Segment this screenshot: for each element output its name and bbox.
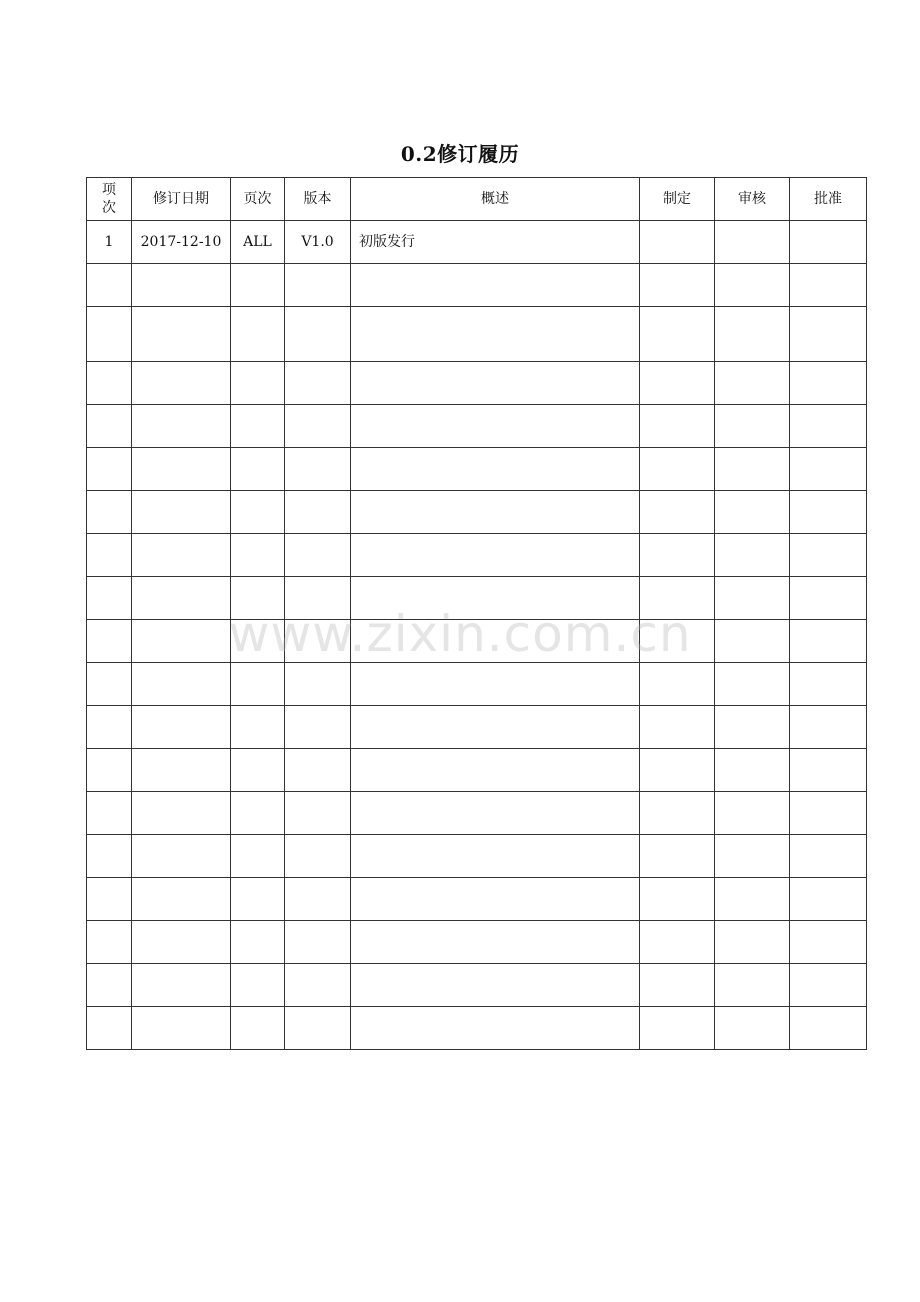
cell-prepared-by	[640, 964, 715, 1007]
cell-prepared-by	[640, 221, 715, 264]
page-title: 0.2修订履历	[400, 142, 520, 166]
cell-reviewed-by	[715, 620, 790, 663]
cell-prepared-by	[640, 405, 715, 448]
table-row	[87, 835, 867, 878]
cell-reviewed-by	[715, 405, 790, 448]
cell-reviewed-by	[715, 663, 790, 706]
cell-page	[231, 792, 285, 835]
cell-summary	[351, 491, 640, 534]
cell-summary	[351, 835, 640, 878]
cell-summary	[351, 620, 640, 663]
cell-prepared-by	[640, 362, 715, 405]
cell-prepared-by	[640, 264, 715, 307]
table-row	[87, 491, 867, 534]
cell-prepared-by	[640, 663, 715, 706]
cell-approved-by	[790, 1007, 867, 1050]
cell-prepared-by	[640, 448, 715, 491]
cell-prepared-by	[640, 792, 715, 835]
cell-item-no	[87, 448, 132, 491]
cell-revision-date	[132, 362, 231, 405]
cell-approved-by	[790, 706, 867, 749]
cell-version	[285, 749, 351, 792]
cell-approved-by	[790, 362, 867, 405]
cell-page	[231, 835, 285, 878]
cell-item-no	[87, 706, 132, 749]
cell-version	[285, 921, 351, 964]
cell-revision-date	[132, 577, 231, 620]
cell-approved-by	[790, 921, 867, 964]
cell-summary	[351, 921, 640, 964]
table-row	[87, 577, 867, 620]
cell-approved-by	[790, 264, 867, 307]
table-row	[87, 307, 867, 362]
cell-page	[231, 921, 285, 964]
cell-summary	[351, 878, 640, 921]
header-page: 页次	[231, 178, 285, 221]
cell-summary	[351, 405, 640, 448]
cell-page	[231, 1007, 285, 1050]
cell-page	[231, 362, 285, 405]
cell-revision-date	[132, 663, 231, 706]
cell-summary	[351, 749, 640, 792]
table-row	[87, 964, 867, 1007]
table-row	[87, 620, 867, 663]
cell-item-no	[87, 577, 132, 620]
cell-reviewed-by	[715, 792, 790, 835]
cell-version	[285, 792, 351, 835]
cell-page	[231, 706, 285, 749]
cell-prepared-by	[640, 307, 715, 362]
cell-page	[231, 491, 285, 534]
cell-prepared-by	[640, 620, 715, 663]
cell-revision-date	[132, 264, 231, 307]
cell-approved-by	[790, 964, 867, 1007]
cell-prepared-by	[640, 749, 715, 792]
table-row	[87, 792, 867, 835]
cell-approved-by	[790, 307, 867, 362]
cell-reviewed-by	[715, 1007, 790, 1050]
cell-prepared-by	[640, 491, 715, 534]
header-summary: 概述	[351, 178, 640, 221]
cell-item-no	[87, 921, 132, 964]
cell-version	[285, 491, 351, 534]
cell-prepared-by	[640, 921, 715, 964]
table-row	[87, 264, 867, 307]
cell-reviewed-by	[715, 221, 790, 264]
cell-revision-date	[132, 620, 231, 663]
cell-summary	[351, 706, 640, 749]
cell-summary	[351, 307, 640, 362]
table-row	[87, 534, 867, 577]
cell-revision-date	[132, 405, 231, 448]
cell-revision-date	[132, 534, 231, 577]
header-revision-date: 修订日期	[132, 178, 231, 221]
cell-version: V1.0	[285, 221, 351, 264]
cell-item-no	[87, 534, 132, 577]
cell-version	[285, 307, 351, 362]
cell-summary	[351, 792, 640, 835]
table-row	[87, 921, 867, 964]
table-row	[87, 405, 867, 448]
cell-revision-date	[132, 921, 231, 964]
cell-reviewed-by	[715, 307, 790, 362]
cell-prepared-by	[640, 577, 715, 620]
cell-version	[285, 577, 351, 620]
cell-item-no	[87, 964, 132, 1007]
cell-approved-by	[790, 792, 867, 835]
cell-approved-by	[790, 878, 867, 921]
cell-prepared-by	[640, 534, 715, 577]
table-row	[87, 878, 867, 921]
cell-version	[285, 964, 351, 1007]
cell-page	[231, 663, 285, 706]
cell-approved-by	[790, 620, 867, 663]
cell-reviewed-by	[715, 878, 790, 921]
cell-version	[285, 620, 351, 663]
table-row	[87, 1007, 867, 1050]
cell-prepared-by	[640, 706, 715, 749]
cell-page	[231, 264, 285, 307]
cell-page: ALL	[231, 221, 285, 264]
table-row	[87, 749, 867, 792]
cell-approved-by	[790, 405, 867, 448]
cell-page	[231, 307, 285, 362]
cell-reviewed-by	[715, 835, 790, 878]
cell-summary: 初版发行	[351, 221, 640, 264]
cell-summary	[351, 362, 640, 405]
cell-reviewed-by	[715, 362, 790, 405]
table-header-row	[87, 178, 867, 221]
cell-reviewed-by	[715, 921, 790, 964]
cell-item-no	[87, 307, 132, 362]
cell-summary	[351, 964, 640, 1007]
cell-summary	[351, 663, 640, 706]
cell-page	[231, 448, 285, 491]
cell-approved-by	[790, 577, 867, 620]
cell-item-no	[87, 878, 132, 921]
cell-revision-date	[132, 835, 231, 878]
cell-approved-by	[790, 534, 867, 577]
cell-reviewed-by	[715, 534, 790, 577]
table-row	[87, 448, 867, 491]
cell-item-no	[87, 264, 132, 307]
table-row	[87, 663, 867, 706]
cell-summary	[351, 264, 640, 307]
cell-approved-by	[790, 221, 867, 264]
cell-reviewed-by	[715, 264, 790, 307]
cell-revision-date: 2017-12-10	[132, 221, 231, 264]
cell-reviewed-by	[715, 749, 790, 792]
cell-prepared-by	[640, 835, 715, 878]
cell-version	[285, 663, 351, 706]
cell-revision-date	[132, 878, 231, 921]
cell-item-no	[87, 663, 132, 706]
revision-history-table	[86, 177, 867, 1050]
cell-revision-date	[132, 1007, 231, 1050]
cell-version	[285, 878, 351, 921]
cell-approved-by	[790, 491, 867, 534]
cell-revision-date	[132, 792, 231, 835]
table-row	[87, 221, 867, 264]
cell-item-no	[87, 491, 132, 534]
cell-version	[285, 405, 351, 448]
cell-item-no	[87, 1007, 132, 1050]
cell-revision-date	[132, 307, 231, 362]
cell-approved-by	[790, 749, 867, 792]
cell-version	[285, 706, 351, 749]
cell-summary	[351, 577, 640, 620]
cell-item-no	[87, 749, 132, 792]
cell-prepared-by	[640, 878, 715, 921]
cell-item-no: 1	[87, 221, 132, 264]
cell-item-no	[87, 405, 132, 448]
cell-item-no	[87, 620, 132, 663]
header-prepared-by: 制定	[640, 178, 715, 221]
cell-version	[285, 448, 351, 491]
cell-summary	[351, 448, 640, 491]
cell-summary	[351, 1007, 640, 1050]
cell-page	[231, 620, 285, 663]
table-row	[87, 706, 867, 749]
cell-page	[231, 749, 285, 792]
cell-approved-by	[790, 835, 867, 878]
cell-version	[285, 534, 351, 577]
cell-revision-date	[132, 448, 231, 491]
cell-item-no	[87, 835, 132, 878]
cell-version	[285, 835, 351, 878]
cell-page	[231, 534, 285, 577]
cell-reviewed-by	[715, 706, 790, 749]
cell-prepared-by	[640, 1007, 715, 1050]
cell-page	[231, 878, 285, 921]
cell-version	[285, 264, 351, 307]
cell-revision-date	[132, 491, 231, 534]
header-reviewed-by: 审核	[715, 178, 790, 221]
cell-item-no	[87, 362, 132, 405]
cell-revision-date	[132, 706, 231, 749]
cell-page	[231, 577, 285, 620]
cell-approved-by	[790, 448, 867, 491]
table-row	[87, 362, 867, 405]
cell-page	[231, 964, 285, 1007]
header-item-no: 项次	[87, 178, 132, 221]
cell-item-no	[87, 792, 132, 835]
cell-approved-by	[790, 663, 867, 706]
cell-revision-date	[132, 749, 231, 792]
header-version: 版本	[285, 178, 351, 221]
cell-reviewed-by	[715, 491, 790, 534]
cell-reviewed-by	[715, 577, 790, 620]
cell-reviewed-by	[715, 448, 790, 491]
cell-page	[231, 405, 285, 448]
watermark: www.zixin.com.cn	[228, 605, 692, 663]
cell-version	[285, 1007, 351, 1050]
cell-reviewed-by	[715, 964, 790, 1007]
cell-revision-date	[132, 964, 231, 1007]
header-approved-by: 批准	[790, 178, 867, 221]
table-body	[87, 221, 867, 1050]
cell-version	[285, 362, 351, 405]
cell-summary	[351, 534, 640, 577]
